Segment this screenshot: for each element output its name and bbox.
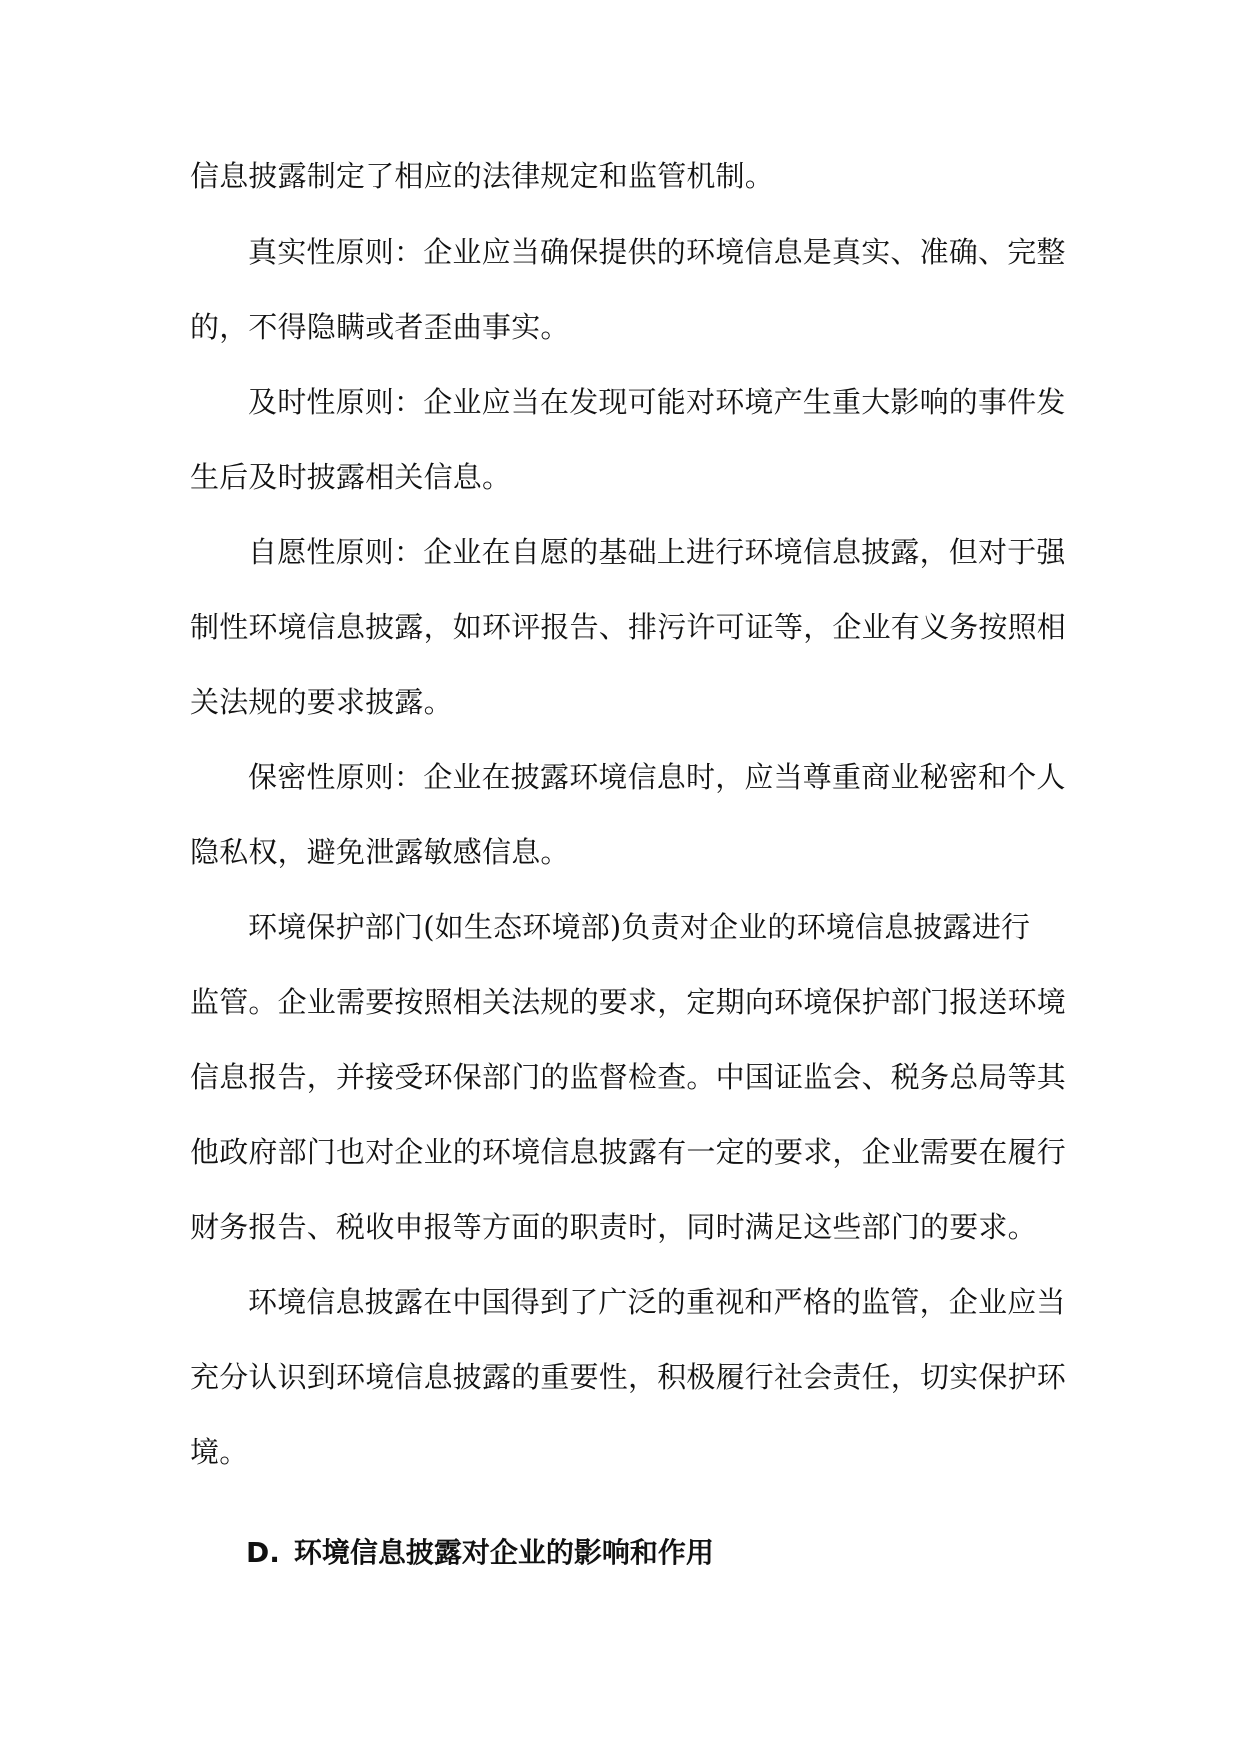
paragraph-line: 保密性原则：企业在披露环境信息时，应当尊重商业秘密和个人 bbox=[248, 760, 1066, 794]
section-heading-text: 环境信息披露对企业的影响和作用 bbox=[293, 1536, 714, 1569]
paragraph-line: 财务报告、税收申报等方面的职责时，同时满足这些部门的要求。 bbox=[190, 1210, 1037, 1244]
paragraph-line: 的，不得隐瞒或者歪曲事实。 bbox=[190, 310, 570, 344]
paragraph-line: 环境保护部门(如生态环境部)负责对企业的环境信息披露进行 bbox=[248, 910, 1031, 944]
paragraph-line: 他政府部门也对企业的环境信息披露有一定的要求，企业需要在履行 bbox=[190, 1135, 1067, 1169]
paragraph-line: 监管。企业需要按照相关法规的要求，定期向环境保护部门报送环境 bbox=[190, 985, 1067, 1019]
paragraph-line: 制性环境信息披露，如环评报告、排污许可证等，企业有义务按照相 bbox=[190, 610, 1067, 644]
paragraph-line: 境。 bbox=[190, 1435, 249, 1469]
paragraph-line: 自愿性原则：企业在自愿的基础上进行环境信息披露，但对于强 bbox=[248, 535, 1066, 569]
section-heading-label: D. bbox=[246, 1536, 280, 1569]
paragraph-line: 信息披露制定了相应的法律规定和监管机制。 bbox=[190, 159, 775, 193]
paragraph-line: 信息报告，并接受环保部门的监督检查。中国证监会、税务总局等其 bbox=[190, 1060, 1067, 1094]
paragraph-line: 真实性原则：企业应当确保提供的环境信息是真实、准确、完整 bbox=[248, 235, 1066, 269]
paragraph-line: 隐私权，避免泄露敏感信息。 bbox=[190, 835, 570, 869]
paragraph-line: 生后及时披露相关信息。 bbox=[190, 460, 512, 494]
paragraph-line: 充分认识到环境信息披露的重要性，积极履行社会责任，切实保护环 bbox=[190, 1360, 1067, 1394]
paragraph-line: 及时性原则：企业应当在发现可能对环境产生重大影响的事件发 bbox=[248, 385, 1066, 419]
paragraph-line: 环境信息披露在中国得到了广泛的重视和严格的监管，企业应当 bbox=[248, 1285, 1066, 1319]
paragraph-line: 关法规的要求披露。 bbox=[190, 685, 453, 719]
section-heading bbox=[246, 1533, 714, 1573]
